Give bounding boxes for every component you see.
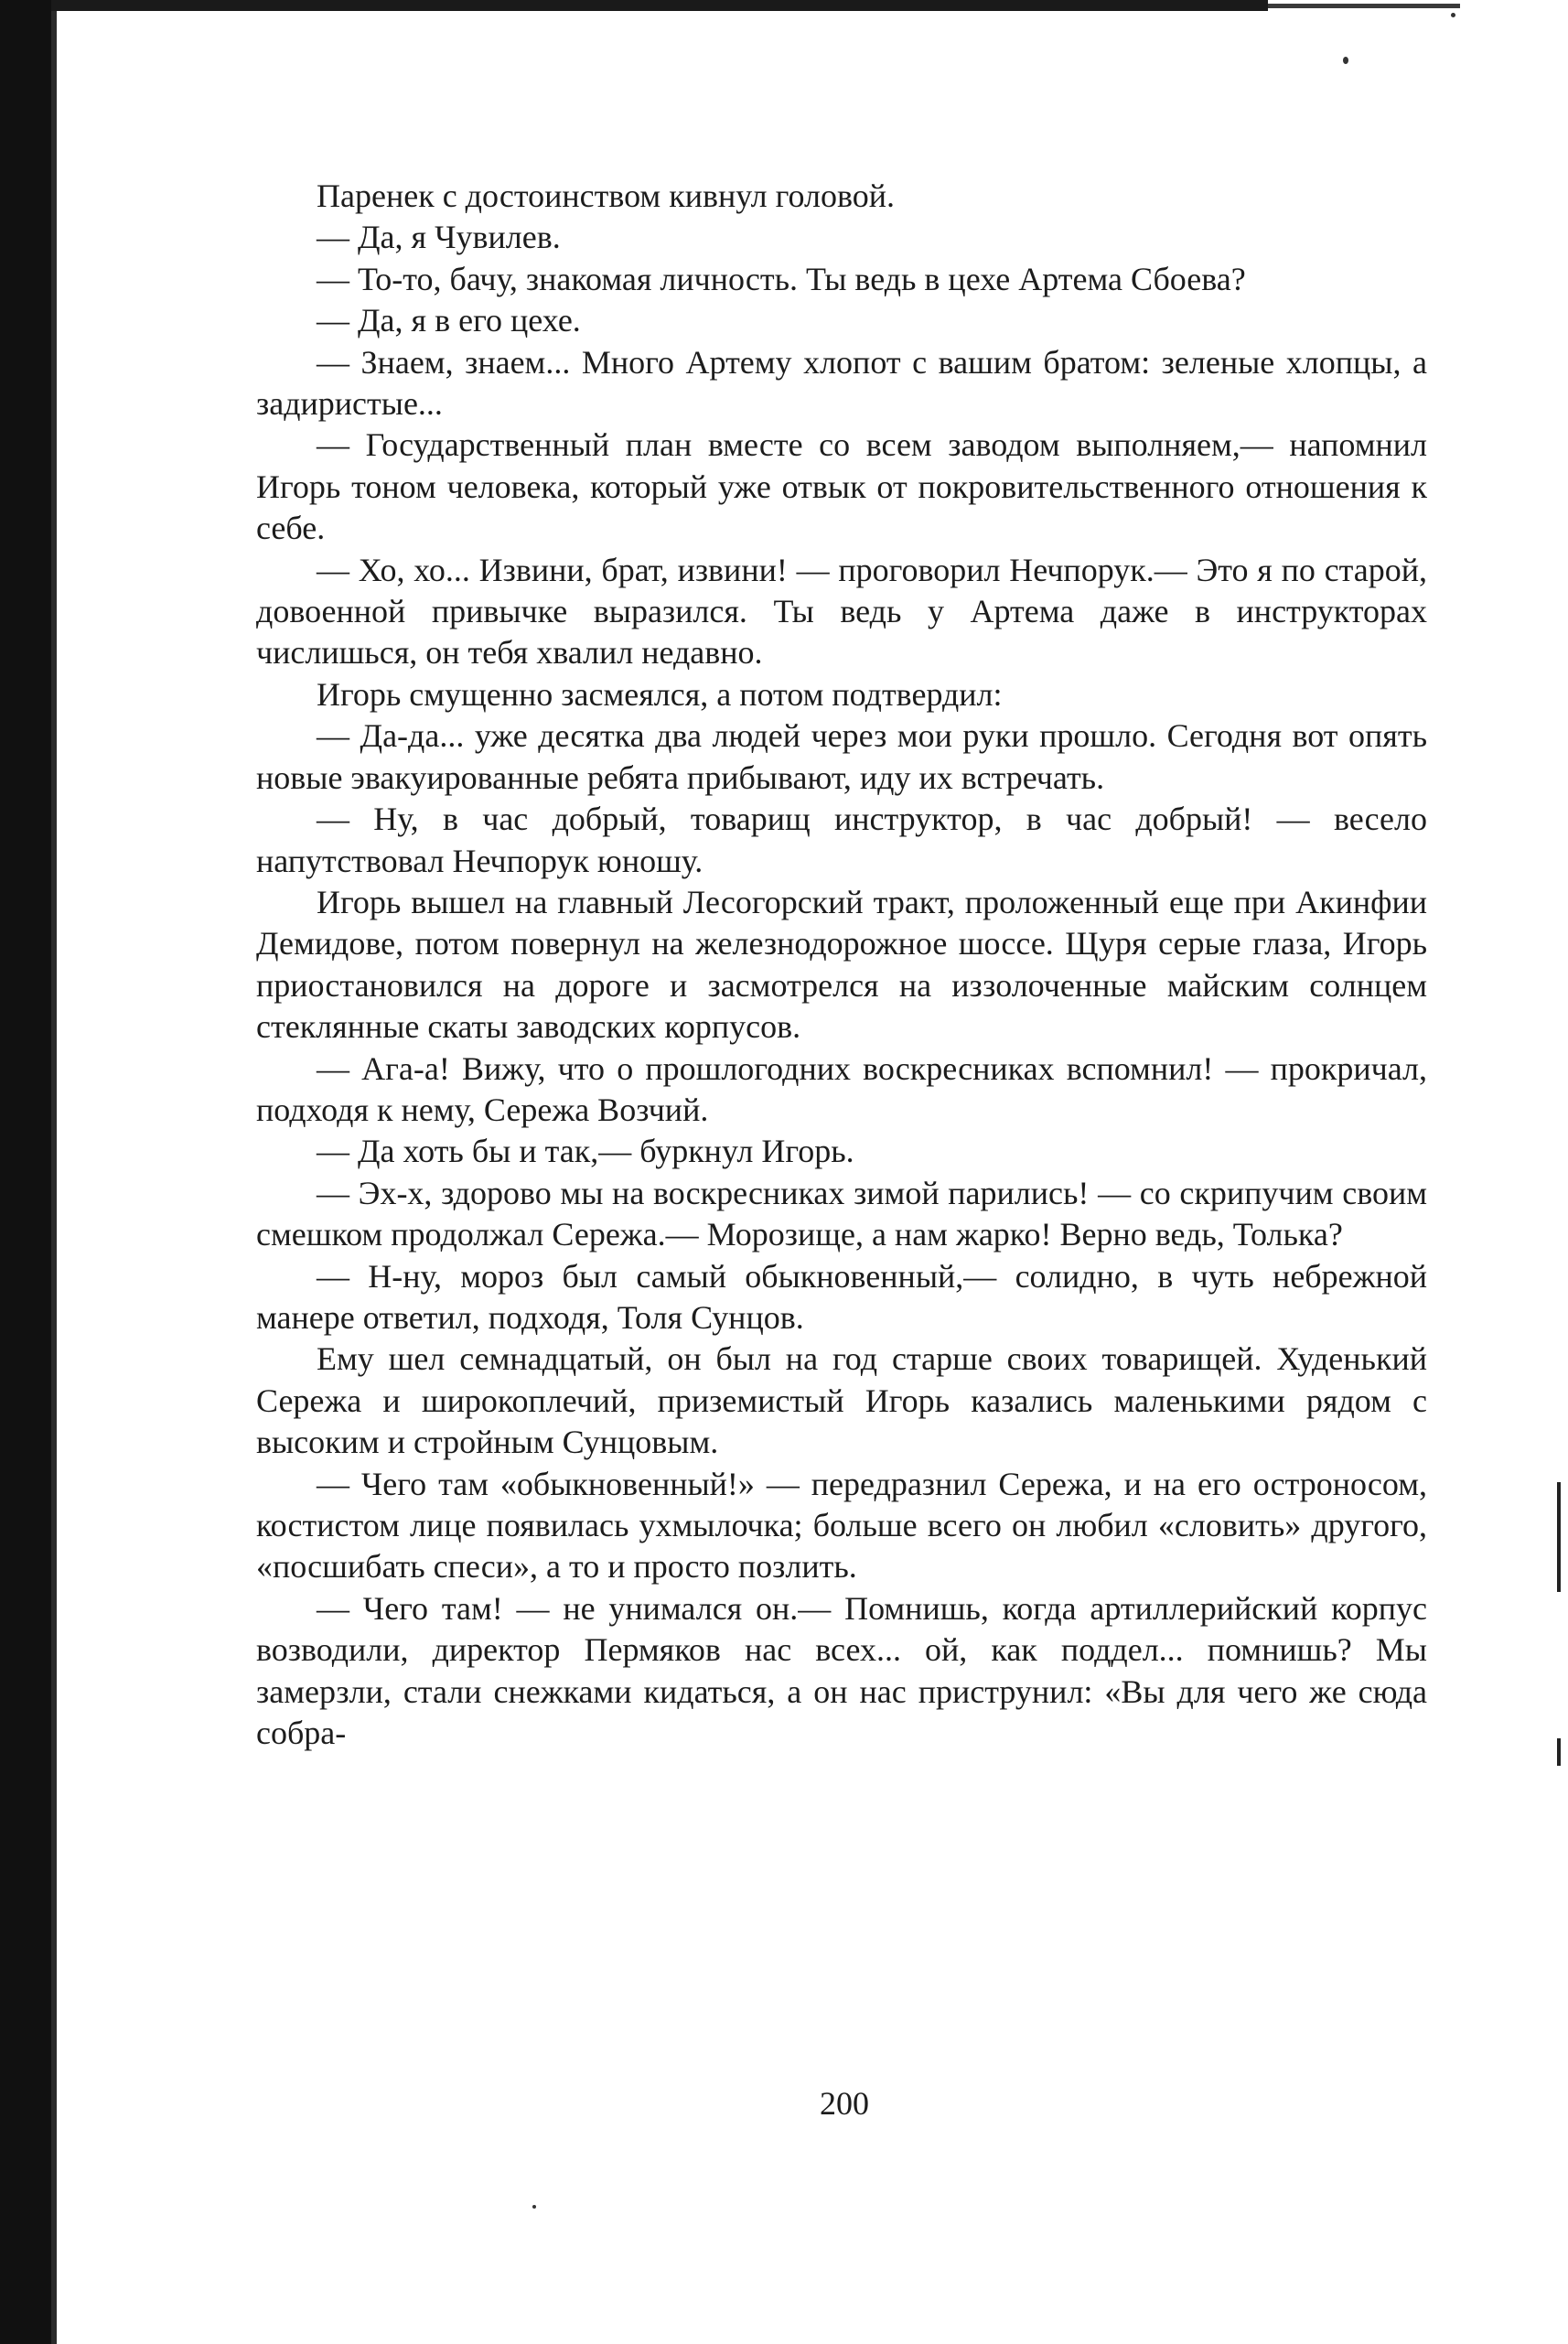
scan-speck (532, 2205, 536, 2209)
paragraph: — Хо, хо... Извини, брат, извини! — проговорил Нечпорук.— Это я по старой, довоенной привычке выразился. Ты ведь у Артема даже в инструкторах числишься, он тебя хвалил недавно. (256, 551, 1427, 672)
paragraph: — Да, я в его цехе. (317, 302, 581, 339)
book-spine-shadow (51, 0, 57, 2344)
paragraph: — Государственный план вместе со всем заводом выполняем,— напомнил Игорь тоном человека, который уже отвык от покровительственного отношения к себе. (256, 426, 1427, 547)
paragraph: — Да хоть бы и так,— буркнул Игорь. (317, 1133, 854, 1170)
paragraph: Игорь смущенно засмеялся, а потом подтвердил: (317, 675, 1003, 713)
scan-speck (1343, 57, 1348, 64)
paragraph: Ему шел семнадцатый, он был на год старше своих товарищей. Худенький Сережа и широкоплечий, приземистый Игорь казались маленькими рядом с высоким и стройным Сунцовым. (256, 1340, 1427, 1461)
paragraph: — Ну, в час добрый, товарищ инструктор, в час добрый! — весело напутствовал Нечпорук юношу. (256, 801, 1427, 879)
page-body (256, 176, 1427, 1754)
paragraph: — Да-да... уже десятка два людей через мои руки прошло. Сегодня вот опять новые эвакуированные ребята прибывают, иду их встречать. (256, 717, 1427, 796)
page-number: 200 (820, 2085, 869, 2122)
paragraph: — Эх-х, здорово мы на воскресниках зимой парились! — со скрипучим своим смешком продолжал Сережа.— Морозище, а нам жарко! Верно ведь, Толька? (256, 1174, 1427, 1253)
scan-speck (1451, 13, 1455, 17)
paragraph: — Знаем, знаем... Много Артему хлопот с вашим братом: зеленые хлопцы, а задиристые... (256, 343, 1427, 423)
paragraph: Игорь вышел на главный Лесогорский тракт, проложенный еще при Акинфии Демидове, потом повернул на железнодорожное шоссе. Щуря серые глаза, Игорь приостановился на дороге и засмотрелся на иззолоченные майским солнцем стеклянные скаты заводских корпусов. (256, 883, 1427, 1046)
book-spine-edge (0, 0, 51, 2344)
paragraph: — Чего там! — не унимался он.— Помнишь, когда артиллерийский корпус возводили, директор Пермяков нас всех... ой, как поддел... помнишь? Мы замерзли, стали снежками кидаться, а он нас приструнил: «Вы для чего же сюда собра- (256, 1589, 1427, 1752)
scan-right-edge-mark (1557, 1738, 1561, 1766)
paragraph: — Да, я Чувилев. (317, 219, 561, 256)
paragraph: — Н-ну, мороз был самый обыкновенный,— солидно, в чуть небрежной манере ответил, подходя, Толя Сунцов. (256, 1257, 1427, 1336)
scan-right-edge-mark (1557, 1482, 1561, 1592)
paragraph: Паренек с достоинством кивнул головой. (317, 177, 895, 214)
scan-top-edge-thin (1268, 4, 1460, 8)
paragraph: — Ага-а! Вижу, что о прошлогодних воскресниках вспомнил! — прокричал, подходя к нему, Сережа Возчий. (256, 1049, 1427, 1128)
scan-top-edge (51, 0, 1268, 11)
paragraph: — То-то, бачу, знакомая личность. Ты ведь в цехе Артема Сбоева? (317, 260, 1246, 297)
paragraph: — Чего там «обыкновенный!» — передразнил Сережа, и на его остроносом, костистом лице появилась ухмылочка; больше всего он любил «словить» другого, «посшибать спеси», а то и просто позлить. (256, 1465, 1427, 1586)
